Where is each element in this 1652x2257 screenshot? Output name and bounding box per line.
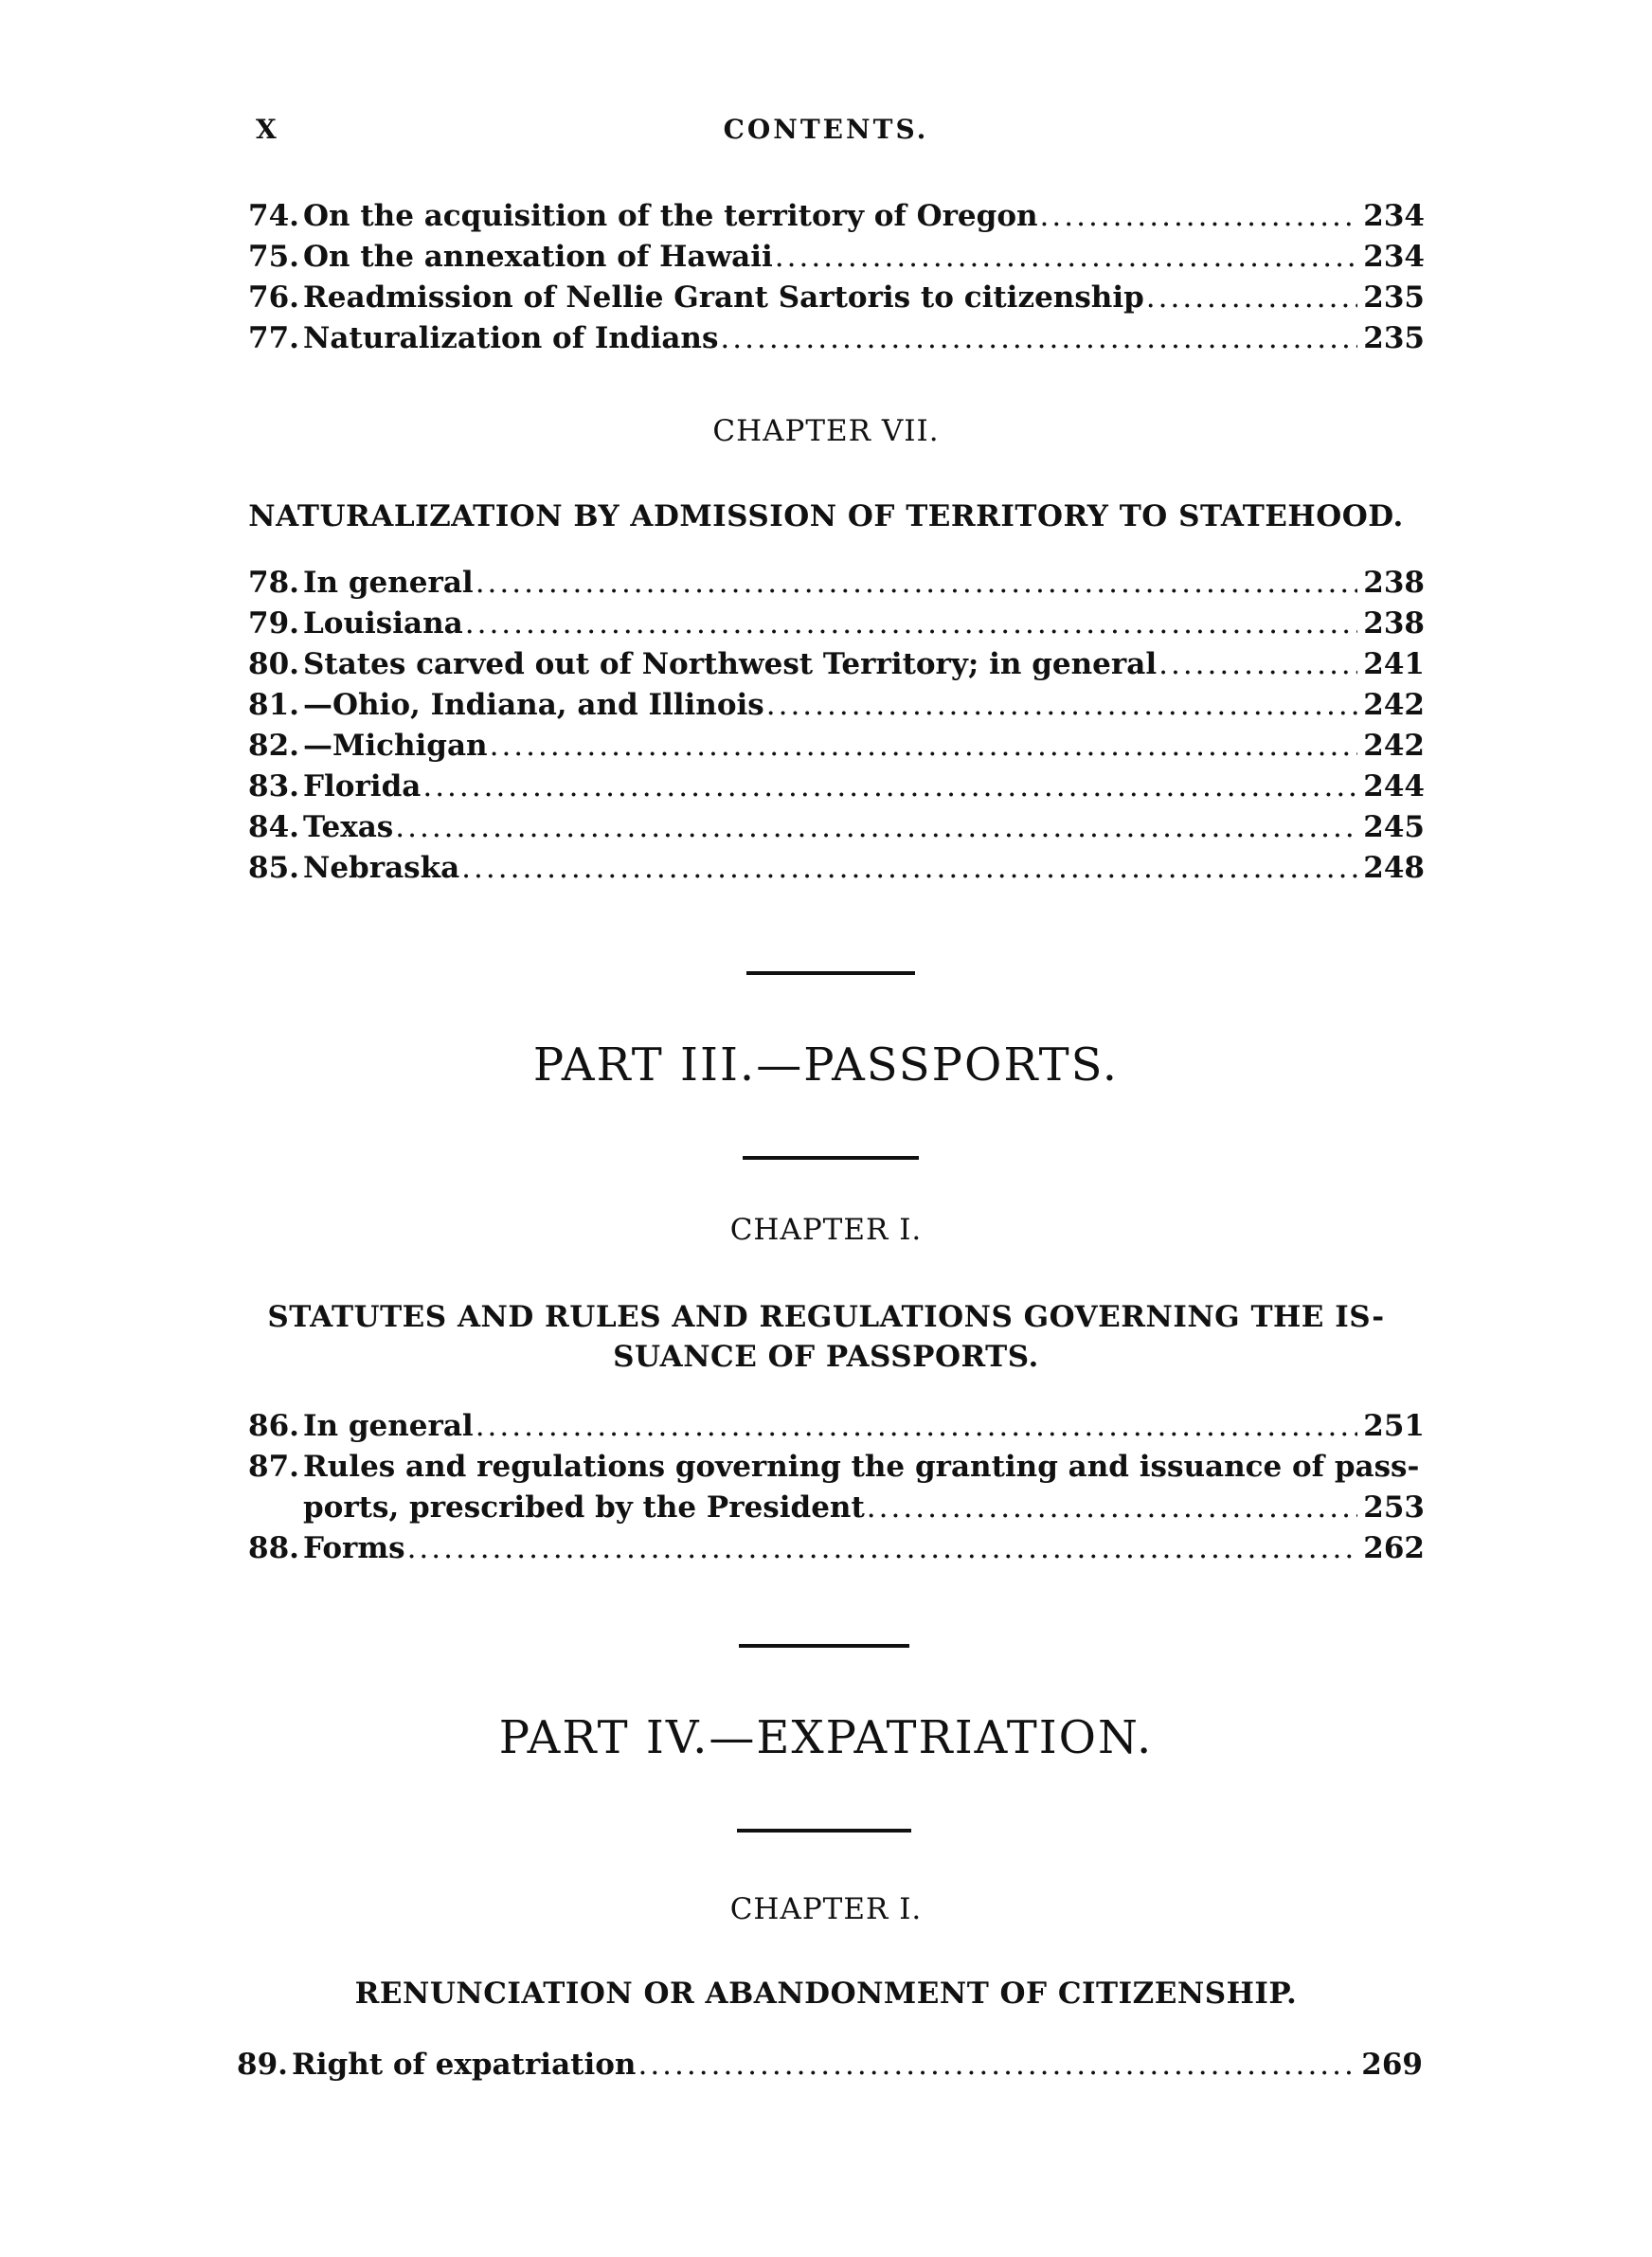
toc-entry [248, 685, 1425, 726]
dot-leader [1040, 196, 1358, 237]
toc-entry [248, 318, 1425, 359]
entry-title: —Ohio, Indiana, and Illinois [303, 688, 764, 722]
toc-entry [248, 196, 1425, 237]
chapter-title: RENUNCIATION OR ABANDONMENT OF CITIZENSHIP. [354, 1977, 1298, 2011]
dot-leader [766, 685, 1358, 726]
toc-entry [248, 563, 1425, 604]
toc-entry [248, 726, 1425, 767]
entry-number: 83. [248, 769, 299, 803]
entry-page: 262 [1363, 1531, 1425, 1565]
running-title: CONTENTS. [723, 114, 929, 145]
section-rule [743, 1156, 919, 1160]
entry-title: Nebraska [303, 851, 460, 885]
chapter-heading: CHAPTER VII. [712, 414, 940, 448]
toc-entry [248, 278, 1425, 318]
entry-number: 74. [248, 199, 299, 233]
entry-number: 78. [248, 566, 299, 600]
entry-page: 235 [1363, 280, 1425, 315]
dot-leader [1158, 644, 1357, 685]
toc-entry [248, 1528, 1425, 1569]
dot-leader [407, 1528, 1358, 1569]
entry-page: 234 [1363, 199, 1425, 233]
dot-leader [465, 604, 1358, 644]
toc-list-part-iv [237, 2045, 1423, 2085]
toc-entry [248, 644, 1425, 685]
dot-leader [720, 318, 1357, 359]
toc-list-part-iii [248, 1406, 1425, 1569]
toc-entry [248, 807, 1425, 848]
entry-page: 238 [1363, 566, 1425, 600]
entry-number: 75. [248, 240, 299, 274]
entry-number: 79. [248, 606, 299, 641]
section-rule [746, 971, 915, 975]
toc-list-continued [248, 196, 1425, 359]
entry-title: States carved out of Northwest Territory; in general [303, 647, 1158, 681]
entry-title: On the acquisition of the territory of Oregon [303, 199, 1038, 233]
toc-entry [237, 2045, 1423, 2085]
dot-leader [637, 2045, 1356, 2085]
entry-page: 245 [1363, 810, 1425, 844]
entry-page: 248 [1363, 851, 1425, 885]
entry-number: 85. [248, 851, 299, 885]
entry-title: On the annexation of Hawaii [303, 240, 773, 274]
entry-title: Forms [303, 1531, 405, 1565]
entry-page: 269 [1361, 2048, 1423, 2082]
chapter-heading: CHAPTER I. [729, 1892, 923, 1926]
dot-leader [476, 1406, 1358, 1447]
section-rule [739, 1644, 909, 1648]
entry-title: Louisiana [303, 606, 463, 641]
entry-page: 244 [1363, 769, 1425, 803]
entry-page: 235 [1363, 321, 1425, 355]
toc-entry [248, 604, 1425, 644]
entry-number: 88. [248, 1531, 299, 1565]
entry-number: 86. [248, 1409, 299, 1443]
dot-leader [1146, 278, 1358, 318]
entry-page: 238 [1363, 606, 1425, 641]
dot-leader [775, 237, 1358, 278]
entry-number: 81. [248, 688, 299, 722]
section-rule [737, 1829, 911, 1833]
toc-entry [248, 767, 1425, 807]
dot-leader [490, 726, 1358, 767]
toc-entry [248, 1447, 1425, 1488]
entry-title: Readmission of Nellie Grant Sartoris to citizenship [303, 280, 1144, 315]
entry-number: 82. [248, 729, 299, 763]
dot-leader [476, 563, 1358, 604]
entry-number: 80. [248, 647, 299, 681]
entry-page: 251 [1363, 1409, 1425, 1443]
dot-leader [422, 767, 1357, 807]
chapter-heading: CHAPTER I. [729, 1213, 923, 1247]
toc-entry [248, 1406, 1425, 1447]
entry-page: 253 [1363, 1490, 1425, 1525]
entry-number: 76. [248, 280, 299, 315]
entry-page: 241 [1363, 647, 1425, 681]
entry-title: Naturalization of Indians [303, 321, 719, 355]
toc-entry [248, 237, 1425, 278]
entry-number: 89. [237, 2048, 288, 2082]
entry-page: 242 [1363, 729, 1425, 763]
running-head [0, 114, 1652, 152]
chapter-title: NATURALIZATION BY ADMISSION OF TERRITORY TO STATEHOOD. [248, 499, 1404, 533]
entry-title: —Michigan [303, 729, 488, 763]
entry-title: ports, prescribed by the President [303, 1490, 865, 1525]
chapter-title: STATUTES AND RULES AND REGULATIONS GOVERNING THE IS- [267, 1300, 1385, 1334]
entry-number: 84. [248, 810, 299, 844]
part-title: PART III.—PASSPORTS. [532, 1038, 1120, 1092]
page-number: X [256, 114, 278, 145]
entry-page: 242 [1363, 688, 1425, 722]
entry-title: In general [303, 566, 474, 600]
entry-number: 77. [248, 321, 299, 355]
dot-leader [867, 1488, 1357, 1528]
entry-page: 234 [1363, 240, 1425, 274]
entry-number: 87. [248, 1450, 299, 1484]
toc-list-chapter-vii [248, 563, 1425, 889]
entry-title: Right of expatriation [292, 2048, 637, 2082]
part-title: PART IV.—EXPATRIATION. [498, 1711, 1154, 1764]
toc-entry-continuation [248, 1488, 1425, 1528]
chapter-title: SUANCE OF PASSPORTS. [613, 1340, 1039, 1374]
entry-title: In general [303, 1409, 474, 1443]
dot-leader [395, 807, 1357, 848]
entry-title: Rules and regulations governing the granting and issuance of pass- [303, 1450, 1420, 1484]
entry-title: Texas [303, 810, 394, 844]
entry-title: Florida [303, 769, 422, 803]
dot-leader [461, 848, 1357, 889]
toc-entry [248, 848, 1425, 889]
